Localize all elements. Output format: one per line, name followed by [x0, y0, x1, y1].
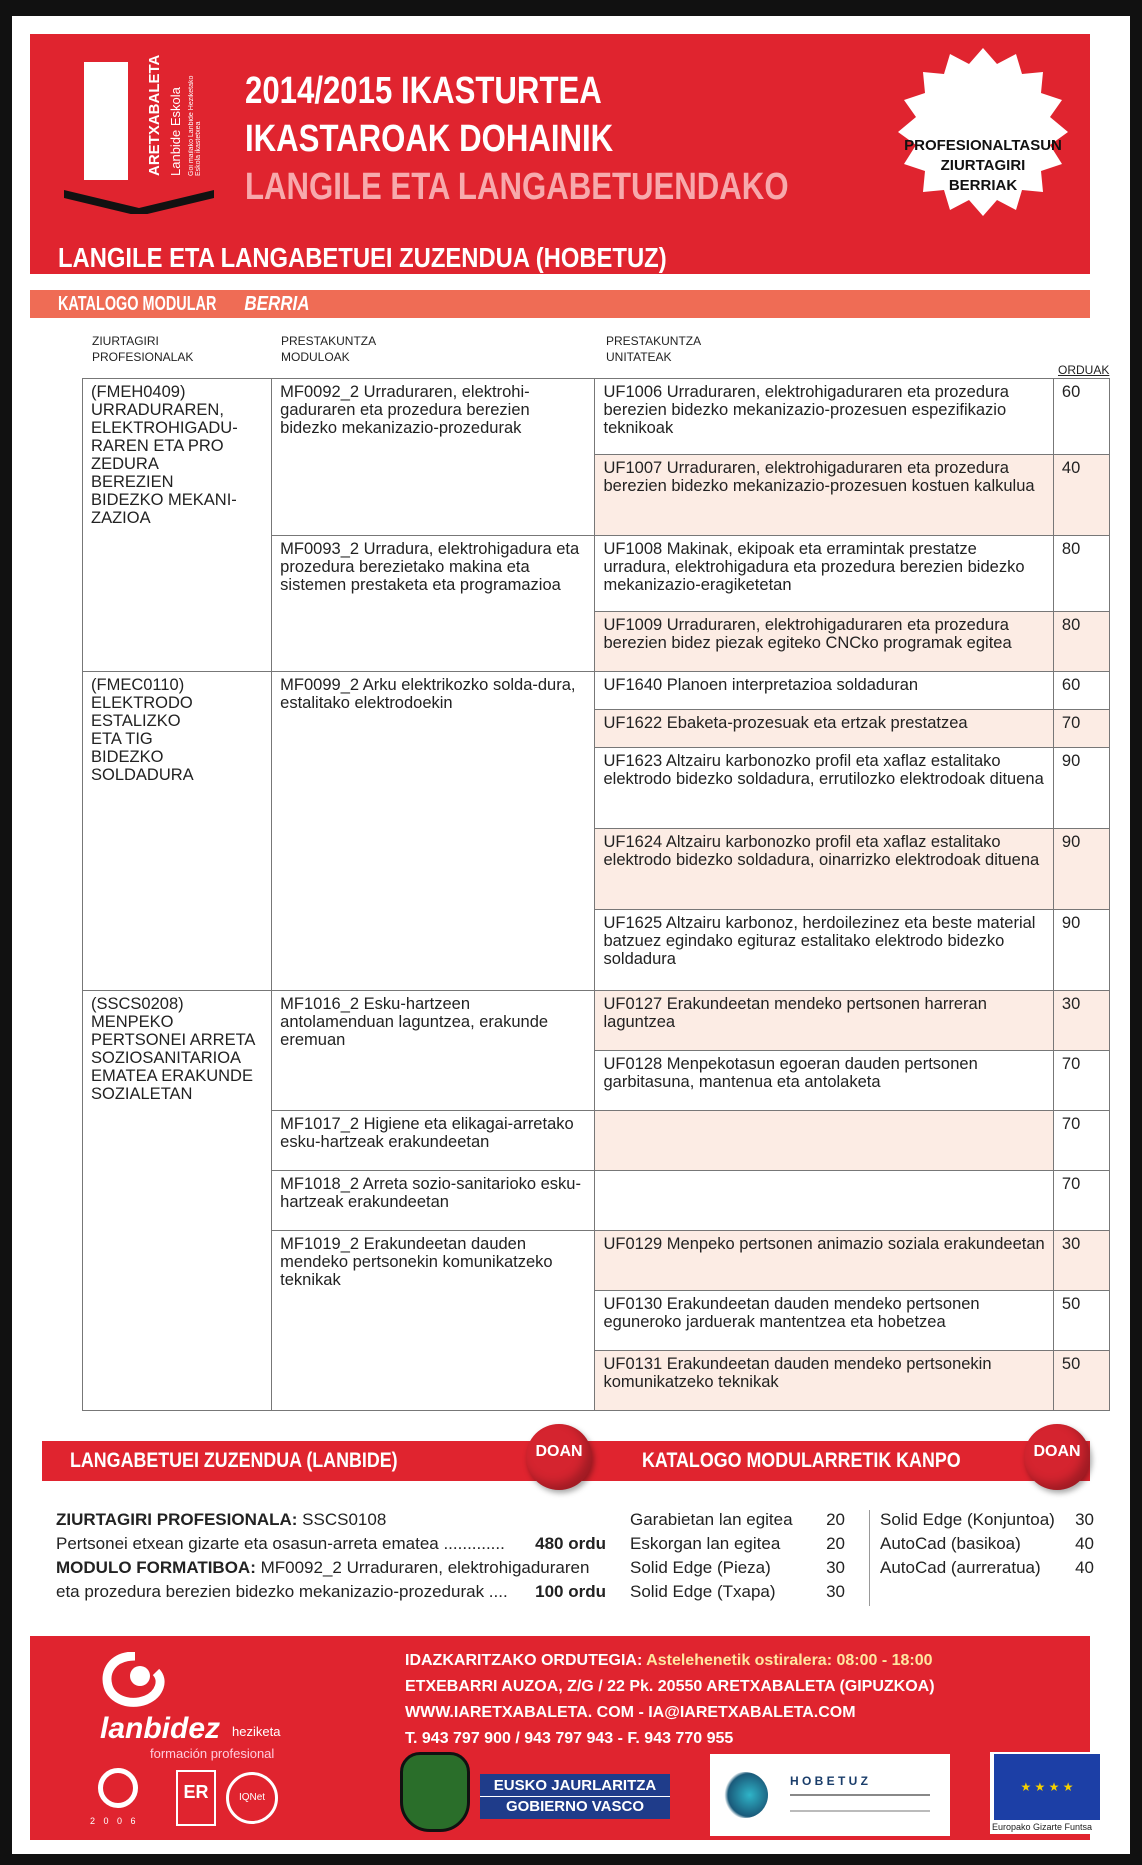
gobierno-vasco-logo	[400, 1752, 700, 1834]
unit-cell: UF1625 Altzairu karbonoz, herdoilezinez eta beste material batzuez egindako egituraz estalitako elektrodo bidezko soldadura	[595, 910, 1053, 991]
hours-cell: 70	[1053, 1051, 1109, 1111]
module-cell: MF1018_2 Arreta sozio-sanitarioko esku-hartzeak erakundeetan	[272, 1171, 595, 1231]
lanbide-details	[56, 1508, 606, 1604]
title-year: 2014/2015 IKASTURTEA	[245, 70, 602, 112]
hours-cell: 50	[1053, 1291, 1109, 1351]
unit-cell: UF0129 Menpeko pertsonen animazio soziala erakundeetan	[595, 1231, 1053, 1291]
module-text-cont: eta prozedura berezien bidezko mekanizazio-prozedurak ....	[56, 1582, 508, 1601]
list-item: Garabietan lan egitea 20	[630, 1510, 845, 1529]
module-text: MF0092_2 Urraduraren, elektrohigaduraren	[255, 1558, 590, 1577]
hours-cell: 50	[1053, 1351, 1109, 1411]
logo-small: Goi mailako Lanbide Heziketako Eskola ikastetxea	[188, 75, 202, 176]
hours-cell: 80	[1053, 612, 1109, 672]
hours-cell: 70	[1053, 710, 1109, 748]
new-certificates-burst	[880, 44, 1086, 240]
q-seal-icon	[98, 1768, 138, 1808]
unit-cell: UF1640 Planoen interpretazioa soldaduran	[595, 672, 1053, 710]
contact-info	[405, 1648, 935, 1752]
hours-label: IDAZKARITZAKO ORDUTEGIA:	[405, 1652, 647, 1669]
col-header-modules: PRESTAKUNTZA MODULOAK	[281, 334, 377, 364]
hobetuz-lines	[790, 1794, 930, 1812]
cert-cell: (FMEH0409) URRADURAREN, ELEKTROHIGADU-RAREN ETA PRO ZEDURA BEREZIEN BIDEZKO MEKANI-ZAZIOA	[83, 379, 272, 672]
unit-cell: UF1622 Ebaketa-prozesuak eta ertzak prestatzea	[595, 710, 1053, 748]
aenor-er-icon: ER	[176, 1770, 216, 1826]
logo-chevron	[64, 190, 214, 214]
gob-line-2: GOBIERNO VASCO	[480, 1796, 670, 1817]
module-cell: MF0099_2 Arku elektrikozko solda-dura, estalitako elektrodoekin	[272, 672, 595, 991]
module-cell: MF1019_2 Erakundeetan dauden mendeko pertsonekin komunikatzeko teknikak	[272, 1231, 595, 1411]
unit-cell: UF1623 Altzairu karbonozko profil eta xaflaz estalitako elektrodo bidezko soldadura, errutilozko elektrodoak dituena	[595, 748, 1053, 829]
list-item: Solid Edge (Konjuntoa) 30	[880, 1510, 1094, 1529]
title-audience: LANGILE ETA LANGABETUENDAKO	[245, 166, 789, 208]
q-year: 2 0 0 6	[90, 1816, 139, 1826]
cert-cell: (FMEC0110) ELEKTRODO ESTALIZKO ETA TIG BIDEZKO SOLDADURA	[83, 672, 272, 991]
lanbide-bar: LANGABETUEI ZUZENDUA (LANBIDE)	[42, 1441, 628, 1481]
catalog-band-emph: BERRIA	[244, 293, 310, 315]
unit-cell: UF0128 Menpekotasun egoeran dauden pertsonen garbitasuna, mantenua eta antolaketa	[595, 1051, 1053, 1111]
courses-table	[82, 378, 1110, 1411]
catalog-band	[30, 290, 1090, 318]
burst-line-1: PROFESIONALTASUN	[904, 137, 1062, 154]
kanpo-bar: KATALOGO MODULARRETIK KANPO	[628, 1441, 1090, 1481]
logo-name: ARETXABALETA	[146, 54, 163, 176]
unit-cell	[595, 1111, 1053, 1171]
module-cell: MF0093_2 Urradura, elektrohigadura eta prozedura berezietako makina eta sistemen prestaketa eta programazioa	[272, 536, 595, 672]
hobetuz-swirl-icon	[722, 1772, 768, 1818]
logo-sub: Lanbide Eskola	[168, 87, 183, 176]
eu-flag-icon: ★ ★ ★ ★	[994, 1754, 1100, 1820]
hours-cell: 30	[1053, 1231, 1109, 1291]
hours-cell: 90	[1053, 748, 1109, 829]
hours-cell: 60	[1053, 672, 1109, 710]
unit-cell	[595, 1171, 1053, 1231]
logo-ale-mark	[84, 62, 128, 180]
module-hours: 100 ordu	[535, 1582, 606, 1601]
unit-cell: UF1008 Makinak, ekipoak eta erramintak prestatze urradura, elektrohigadura eta prozedura berezien bidezko mekanizazio-eragiketetan	[595, 536, 1053, 612]
hobetuz-text: H O B E T U Z	[790, 1774, 868, 1788]
col-header-certs: ZIURTAGIRI PROFESIONALAK	[92, 334, 194, 364]
gob-line-1: EUSKO JAURLARITZA	[493, 1777, 657, 1794]
hours-cell: 90	[1053, 829, 1109, 910]
module-label: MODULO FORMATIBOA:	[56, 1558, 256, 1577]
hours-cell: 30	[1053, 991, 1109, 1051]
hours-cell: 40	[1053, 455, 1109, 536]
address: ETXEBARRI AUZOA, Z/G / 22 Pk. 20550 ARETXABALETA (GIPUZKOA)	[405, 1678, 935, 1695]
catalog-band-prefix: KATALOGO MODULAR	[58, 293, 217, 315]
doan-badge-left: DOAN	[526, 1424, 592, 1490]
lanbide-course: Pertsonei etxean gizarte eta osasun-arreta ematea .............	[56, 1534, 505, 1553]
coat-of-arms-icon	[400, 1752, 470, 1832]
list-item: Solid Edge (Pieza) 30	[630, 1558, 845, 1577]
cert-label: ZIURTAGIRI PROFESIONALA:	[56, 1510, 298, 1529]
section-title: LANGILE ETA LANGABETUEI ZUZENDUA (HOBETUZ)	[58, 242, 667, 273]
lanbide-swirl-icon	[100, 1652, 170, 1710]
doan-badge-right: DOAN	[1024, 1424, 1090, 1490]
burst-line-3: BERRIAK	[948, 177, 1018, 194]
hours-cell: 90	[1053, 910, 1109, 991]
hours-cell: 60	[1053, 379, 1109, 455]
kanpo-list-right	[880, 1508, 1094, 1580]
iqnet-icon: IQNet	[226, 1772, 278, 1824]
lanbide-sub2: formación profesional	[150, 1746, 275, 1761]
lanbide-course-hours: 480 ordu	[535, 1534, 606, 1553]
hours-cell: 70	[1053, 1111, 1109, 1171]
list-item: AutoCad (aurreratua) 40	[880, 1558, 1094, 1577]
col-header-hours: ORDUAK	[1058, 363, 1110, 377]
table-row	[83, 379, 1110, 455]
web-email: WWW.IARETXABALETA. COM - IA@IARETXABALETA.COM	[405, 1704, 856, 1721]
table-row	[83, 991, 1110, 1051]
kanpo-divider	[869, 1510, 870, 1606]
eu-logo	[990, 1752, 1110, 1834]
unit-cell: UF0131 Erakundeetan dauden mendeko pertsonekin komunikatzeko teknikak	[595, 1351, 1053, 1411]
title-free-courses: IKASTAROAK DOHAINIK	[245, 118, 614, 160]
hours-cell: 70	[1053, 1171, 1109, 1231]
module-cell: MF1017_2 Higiene eta elikagai-arretako esku-hartzeak erakundeetan	[272, 1111, 595, 1171]
lanbide-logo	[96, 1652, 286, 1762]
cert-cell: (SSCS0208) MENPEKO PERTSONEI ARRETA SOZIOSANITARIOA EMATEA ERAKUNDE SOZIALETAN	[83, 991, 272, 1411]
kanpo-list-left	[630, 1508, 845, 1604]
unit-cell: UF1624 Altzairu karbonozko profil eta xaflaz estalitako elektrodo bidezko soldadura, oinarrizko elektrodoak dituena	[595, 829, 1053, 910]
unit-cell: UF1009 Urraduraren, elektrohigaduraren eta prozedura berezien bidez piezak egiteko CNCko programak egitea	[595, 612, 1053, 672]
cert-code: SSCS0108	[297, 1510, 387, 1529]
table-row	[83, 672, 1110, 710]
eu-caption: Europako Gizarte Funtsa	[992, 1822, 1093, 1832]
hobetuz-logo	[710, 1754, 950, 1836]
burst-line-2: ZIURTAGIRI	[940, 157, 1026, 174]
lanbide-sub: heziketa	[232, 1724, 281, 1739]
unit-cell: UF0127 Erakundeetan mendeko pertsonen harreran laguntzea	[595, 991, 1053, 1051]
unit-cell: UF1006 Urraduraren, elektrohigaduraren eta prozedura berezien bidezko mekanizazio-prozesuen espezifikazio teknikoak	[595, 379, 1053, 455]
module-cell: MF0092_2 Urraduraren, elektrohi-gaduraren eta prozedura berezien bidezko mekanizazio-prozedurak	[272, 379, 595, 536]
hours-cell: 80	[1053, 536, 1109, 612]
module-cell: MF1016_2 Esku-hartzeen antolamenduan laguntzea, erakunde eremuan	[272, 991, 595, 1111]
list-item: AutoCad (basikoa) 40	[880, 1534, 1094, 1553]
list-item: Eskorgan lan egitea 20	[630, 1534, 845, 1553]
unit-cell: UF0130 Erakundeetan dauden mendeko pertsonen eguneroko jarduerak mantentzea eta hobetzea	[595, 1291, 1053, 1351]
lanbide-brand: lanbidez	[100, 1712, 221, 1745]
school-logo	[64, 54, 214, 222]
col-header-units: PRESTAKUNTZA UNITATEAK	[606, 334, 702, 364]
list-item: Solid Edge (Txapa) 30	[630, 1582, 845, 1601]
phone-fax: T. 943 797 900 / 943 797 943 - F. 943 770 955	[405, 1730, 734, 1747]
unit-cell: UF1007 Urraduraren, elektrohigaduraren eta prozedura berezien bidezko mekanizazio-prozesuen kostuen kalkulua	[595, 455, 1053, 536]
hours-value: Astelehenetik ostiralera: 08:00 - 18:00	[646, 1652, 933, 1669]
quality-seals	[90, 1768, 290, 1834]
